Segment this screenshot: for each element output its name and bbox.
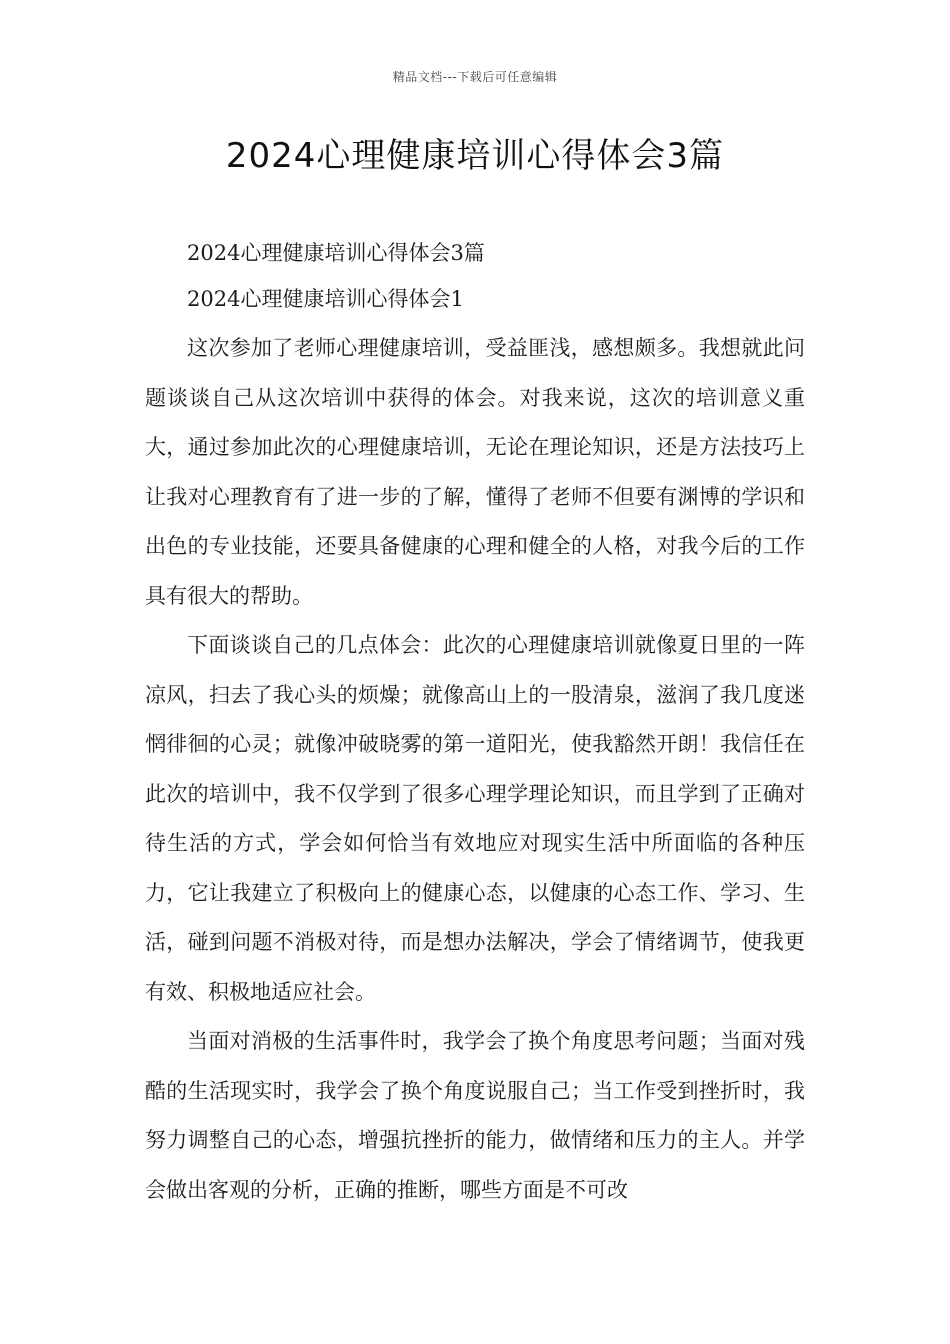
- paragraph: 这次参加了老师心理健康培训，受益匪浅，感想颇多。我想就此问题谈谈自己从这次培训中获得的体会。对我来说，这次的培训意义重大，通过参加此次的心理健康培训，无论在理论知识，还是方法技巧上让我对心理教育有了进一步的了解，懂得了老师不但要有渊博的学识和出色的专业技能，还要具备健康的心理和健全的人格，对我今后的工作具有很大的帮助。: [145, 336, 805, 608]
- paragraph: 当面对消极的生活事件时，我学会了换个角度思考问题；当面对残酷的生活现实时，我学会了换个角度说服自己；当工作受到挫折时，我努力调整自己的心态，增强抗挫折的能力，做情绪和压力的主人。并学会做出客观的分析，正确的推断，哪些方面是不可改: [145, 1029, 805, 1202]
- header-note: 精品文档---下载后可任意编辑: [392, 70, 558, 84]
- document-title: 2024心理健康培训心得体会3篇: [225, 136, 725, 176]
- subtitle-line: 2024心理健康培训心得体会3篇: [187, 241, 485, 265]
- paragraph: 下面谈谈自己的几点体会：此次的心理健康培训就像夏日里的一阵凉风，扫去了我心头的烦燥；就像高山上的一股清泉，滋润了我几度迷惘徘徊的心灵；就像冲破晓雾的第一道阳光，使我豁然开朗！我信任在此次的培训中，我不仅学到了很多心理学理论知识，而且学到了正确对待生活的方式，学会如何恰当有效地应对现实生活中所面临的各种压力，它让我建立了积极向上的健康心态，以健康的心态工作、学习、生活，碰到问题不消极对待，而是想办法解决，学会了情绪调节，使我更有效、积极地适应社会。: [145, 633, 805, 1004]
- section-heading: 2024心理健康培训心得体会1: [187, 287, 464, 311]
- document-body: [145, 230, 805, 1215]
